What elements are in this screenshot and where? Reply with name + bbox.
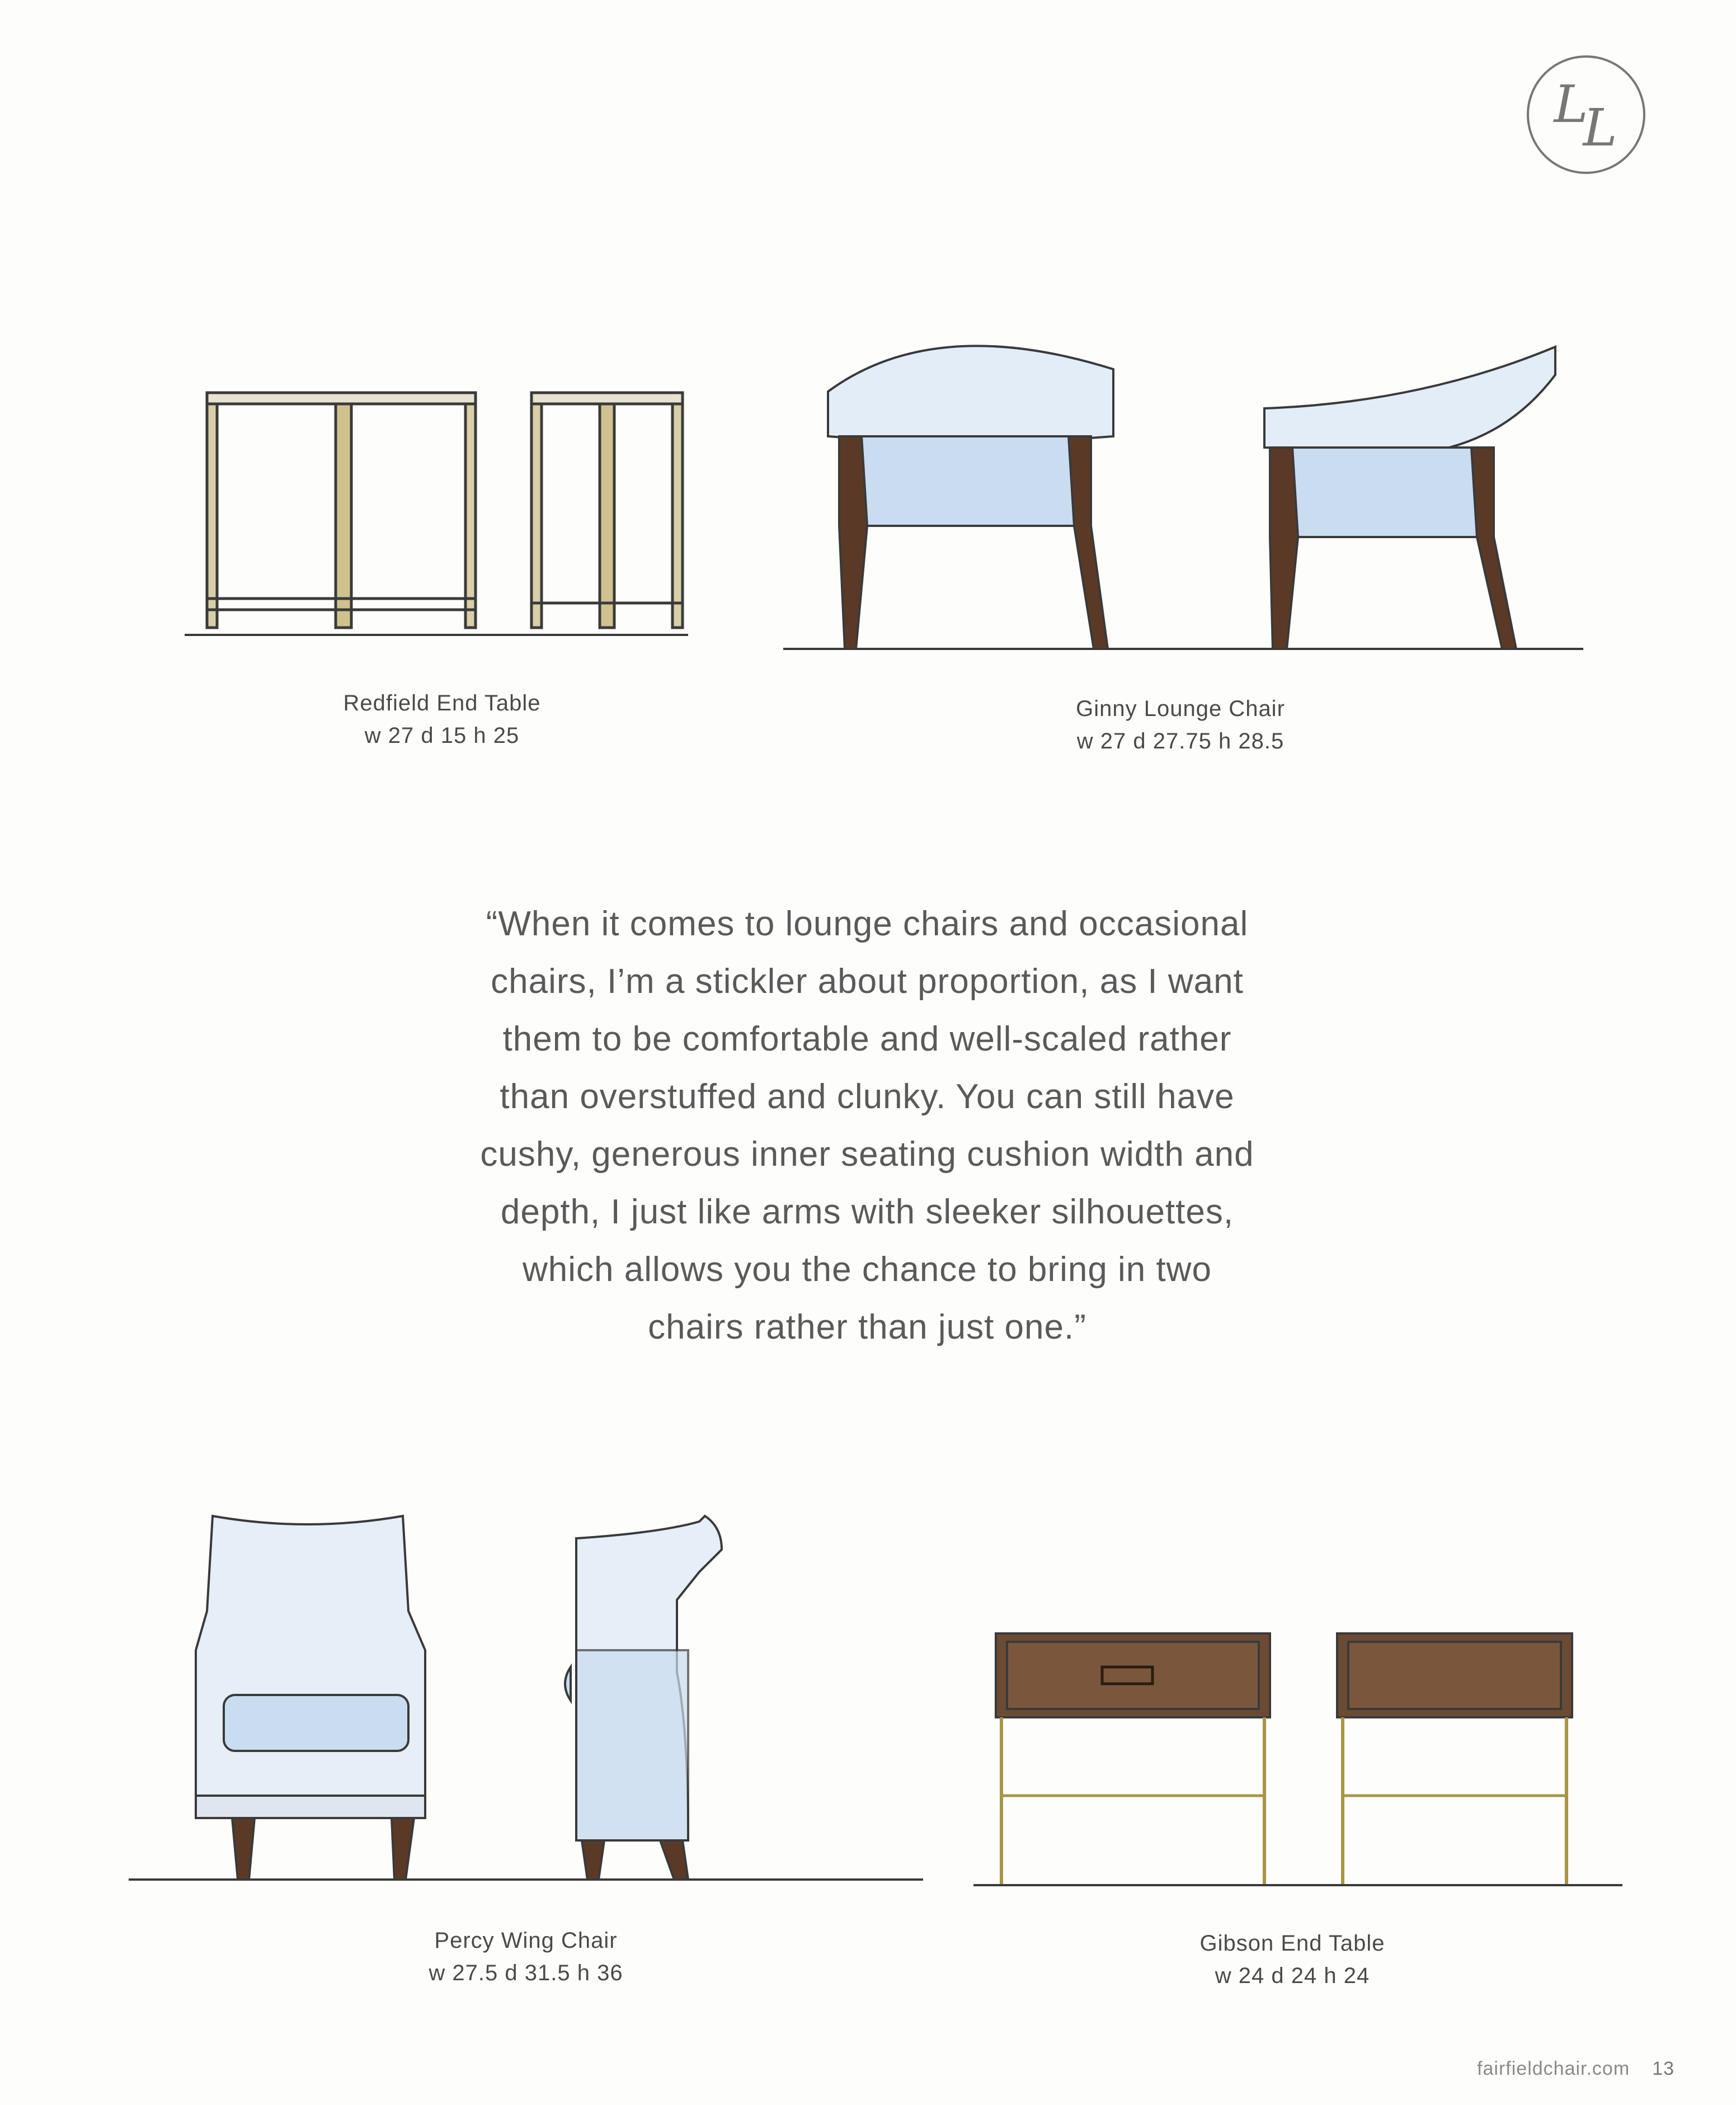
ginny-lounge-chair-caption	[985, 693, 1376, 757]
quote-line: chairs, I’m a stickler about proportion, as I want	[491, 962, 1244, 1001]
svg-text:L: L	[1554, 74, 1588, 134]
product-dimensions: w 27.5 d 31.5 h 36	[429, 1961, 623, 1985]
gibson-end-table-caption	[1097, 1927, 1488, 1992]
quote-line: depth, I just like arms with sleeker silhouettes,	[500, 1193, 1234, 1231]
designer-quote	[392, 895, 1343, 1356]
redfield-end-table-caption	[246, 687, 638, 752]
quote-line: than overstuffed and clunky. You can still have	[500, 1077, 1235, 1116]
site-link[interactable]: fairfieldchair.com	[1477, 2058, 1630, 2079]
product-dimensions: w 24 d 24 h 24	[1215, 1963, 1370, 1988]
ginny-lounge-chair-illustration	[778, 324, 1589, 660]
product-dimensions: w 27 d 15 h 25	[364, 723, 520, 748]
redfield-end-table-illustration	[179, 380, 694, 649]
page-number: 13	[1652, 2058, 1674, 2079]
page-footer	[1477, 2058, 1674, 2080]
product-name: Gibson End Table	[1199, 1931, 1385, 1956]
quote-line: them to be comfortable and well-scaled rather	[502, 1020, 1232, 1058]
quote-line: which allows you the chance to bring in two	[523, 1250, 1212, 1289]
quote-line: cushy, generous inner seating cushion width and	[480, 1135, 1254, 1174]
percy-wing-chair-illustration	[129, 1505, 940, 1896]
svg-text:L: L	[1583, 98, 1617, 158]
percy-wing-chair-caption	[330, 1924, 722, 1989]
quote-line: chairs rather than just one.”	[648, 1308, 1086, 1346]
ll-monogram-seal-icon	[1522, 50, 1650, 179]
product-name: Redfield End Table	[343, 691, 541, 715]
product-name: Ginny Lounge Chair	[1076, 696, 1285, 721]
product-name: Percy Wing Chair	[434, 1928, 618, 1953]
quote-line: “When it comes to lounge chairs and occasional	[486, 905, 1249, 943]
gibson-end-table-illustration	[962, 1622, 1634, 1896]
product-dimensions: w 27 d 27.75 h 28.5	[1076, 729, 1285, 754]
